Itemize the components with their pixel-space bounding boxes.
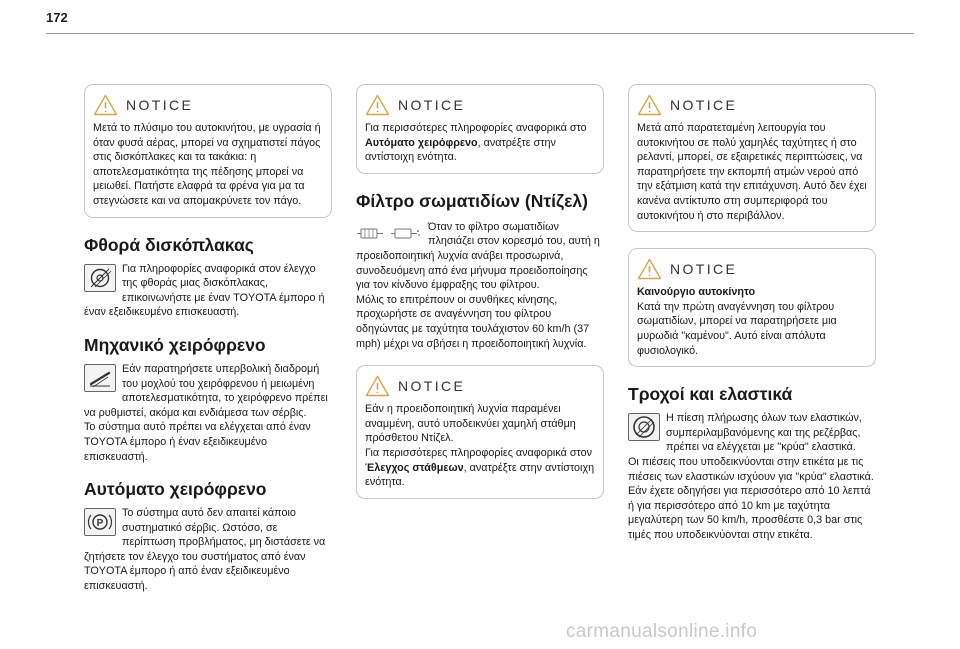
notice-title: NOTICE <box>398 96 466 113</box>
notice-header <box>365 373 595 399</box>
section-tyres <box>628 383 876 542</box>
notice-header <box>637 256 867 282</box>
notice-text-part: , ανατρέξτε στην αντίστοιχη ενότητα. <box>365 136 556 164</box>
notice-text: Εάν η προειδοποιητική λυχνία παραμένει αναμμένη, αυτό υποδεικνύει χαμηλή στάθμη πρόσθετου Ντίζελ. <box>365 403 576 445</box>
column-1 <box>84 84 332 608</box>
notice-box-ice <box>84 84 332 218</box>
column-3 <box>628 84 876 556</box>
column-2 <box>356 84 604 515</box>
notice-text-part: Για περισσότερες πληροφορίες αναφορικά στο <box>365 122 587 134</box>
tyre-icon <box>628 413 660 441</box>
warning-triangle-icon <box>93 94 118 116</box>
handbrake-lever-icon <box>84 364 116 392</box>
notice-box-auto-brake <box>356 84 604 174</box>
section-text: Για πληροφορίες αναφορικά στον έλεγχο της φθοράς μιας δισκόπλακας, επικοινωνήστε με έναν TOYOTA έμπορο ή έναν εξειδικευμένο επισκευαστή. <box>84 262 325 319</box>
notice-text-part: , ανατρέξτε στην αντίστοιχη ενότητα. <box>365 461 595 489</box>
notice-text: Μετά το πλύσιμο του αυτοκινήτου, με υγρασία ή όταν φυσά αέρας, μπορεί να σχηματιστεί πάγος στις δισκόπλακες και τα τακάκια: η αποτελεσματικότητα της πέδησης μπορεί να μειωθεί. Πατήστε ελαφρά τα φρένα για μα τα στεγνώσετε και να απομακρύνετε τον πάγο. <box>93 122 321 207</box>
notice-title: NOTICE <box>126 96 194 113</box>
notice-box-water-vapour <box>628 84 876 232</box>
section-disc-wear <box>84 234 332 320</box>
top-rule <box>46 33 914 34</box>
section-heading: Αυτόματο χειρόφρενο <box>84 479 267 500</box>
notice-bold-link: Έλεγχος στάθμεων <box>365 461 464 474</box>
electric-parking-brake-icon <box>84 508 116 536</box>
section-parking-brake <box>84 334 332 464</box>
notice-title: NOTICE <box>670 96 738 113</box>
section-text: Εάν παρατηρήσετε υπερβολική διαδρομή του μοχλού του χειρόφρενου ή μειωμένη αποτελεσματικότητα, το χειρόφρενο πρέπει να ρυθμιστεί, ακόμα και ενδιάμεσα των σέρβις. <box>84 362 328 419</box>
notice-subtitle: Καινούργιο αυτοκίνητο <box>637 286 756 299</box>
section-text: Όταν το φίλτρο σωματιδίων πλησιάζει στον κορεσμό του, αυτή η προειδοποιητική λυχνία ανάβει προσωρινά, συνοδευόμενη από ένα μήνυμα προειδοποίησης για τον κίνδυνο έμφραξης του φίλτρου. <box>356 220 600 292</box>
section-heading: Μηχανικό χειρόφρενο <box>84 334 266 355</box>
brake-disc-icon <box>84 264 116 292</box>
section-text: Το σύστημα αυτό δεν απαιτεί κάποιο συστηματικό σέρβις. Ωστόσο, σε περίπτωση προβλήματος, μη διστάσετε να ζητήσετε τον έλεγχο του συστήματος από έναν TOYOTA έμπορο ή από έναν εξειδικευμένο επισκευαστή. <box>84 507 326 593</box>
section-text: Οι πιέσεις που υποδεικνύονται στην ετικέτα με τις πιέσεις των ελαστικών ισχύουν για "κρύα" ελαστικά. <box>628 455 874 483</box>
section-heading: Φθορά δισκόπλακας <box>84 234 254 255</box>
page-number: 172 <box>46 10 68 25</box>
section-particle-filter <box>356 190 604 351</box>
notice-text <box>365 121 595 165</box>
section-heading: Τροχοί και ελαστικά <box>628 384 793 405</box>
notice-header <box>93 92 323 118</box>
notice-box-new-vehicle <box>628 248 876 367</box>
warning-triangle-icon <box>365 94 390 116</box>
warning-triangle-icon <box>637 258 662 280</box>
warning-triangle-icon <box>637 94 662 116</box>
notice-header <box>637 92 867 118</box>
section-text: Μόλις το επιτρέπουν οι συνθήκες κίνησης, προχωρήστε σε αναγέννηση του φίλτρου οδηγώντας με ταχύτητα τουλάχιστον 60 km/h (37 mph) μέχρι να σβήσει η προειδοποιητική λυχνία. <box>356 293 590 350</box>
svg-text:P: P <box>96 518 104 530</box>
notice-text-part: Για περισσότερες πληροφορίες αναφορικά στον <box>365 446 593 459</box>
section-heading: Φίλτρο σωματιδίων (Ντίζελ) <box>356 190 588 211</box>
section-text: Η πίεση πλήρωσης όλων των ελαστικών, συμπεριλαμβανόμενης και της ρεζέρβας, πρέπει να ελέγχεται με "κρύα" ελαστικά. <box>666 412 862 454</box>
notice-title: NOTICE <box>670 260 738 277</box>
section-text: Το σύστημα αυτό πρέπει να ελέγχεται από έναν TOYOTA έμπορο ή έναν εξειδικευμένο επισκευαστή. <box>84 421 311 463</box>
warning-triangle-icon <box>365 375 390 397</box>
section-text: Εάν έχετε οδηγήσει για περισσότερο από 10 λεπτά ή για περισσότερο από 10 km με ταχύτητα μεγαλύτερη των 50 km/h, προσθέστε 0,3 bar στις τιμές που υποδεικνύονται στην ετικέτα. <box>628 485 871 541</box>
notice-header <box>365 92 595 118</box>
notice-text: Κατά την πρώτη αναγέννηση του φίλτρου σωματιδίων, μπορεί να παρατηρήσετε μια μυρωδιά "καμένου". Αυτό είναι απόλυτα φυσιολογικό. <box>637 300 837 357</box>
section-electric-brake <box>84 478 332 594</box>
watermark-text: carmanualsonline.info <box>566 621 758 642</box>
notice-title: NOTICE <box>398 377 466 394</box>
notice-text: Μετά από παρατεταμένη λειτουργία του αυτοκινήτου σε πολύ χαμηλές ταχύτητες ή στο ρελαντί, μπορεί, σε εξαιρετικές περιπτώσεις, να παρατηρήσετε την εκπομπή ατμών νερού από την εξάτμιση κατά την επιτάχυνση. Αυτό δεν έχει κανένα αντίκτυπο στη συμπεριφορά του αυτοκινήτου ή στο περιβάλλον. <box>637 122 867 222</box>
particle-filter-icon <box>356 220 422 246</box>
notice-box-additive <box>356 365 604 499</box>
notice-text <box>365 446 595 490</box>
notice-bold-link: Αυτόματο χειρόφρενο <box>365 136 478 149</box>
